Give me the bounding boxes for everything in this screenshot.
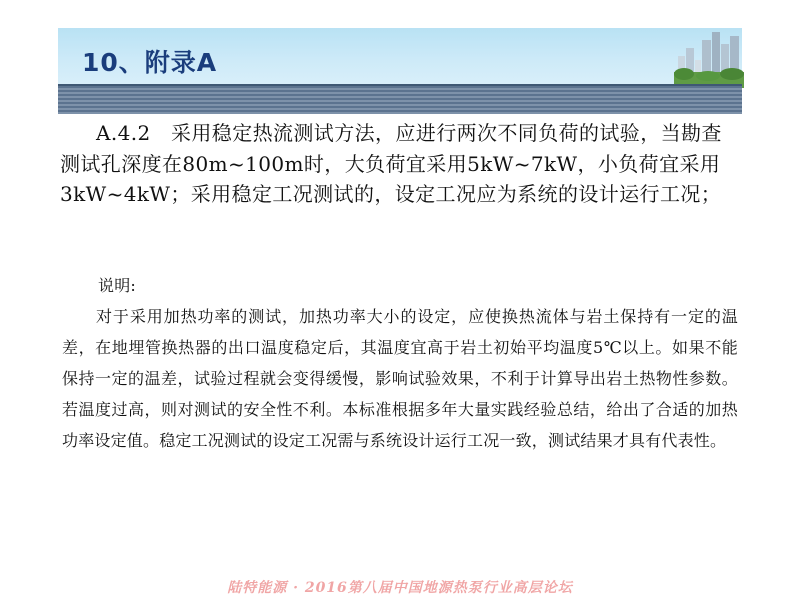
explanation-block xyxy=(62,270,738,456)
footer-text: 陆特能源 · 2016第八届中国地源热泵行业高层论坛 xyxy=(227,580,573,596)
slide-title: 10、附录A xyxy=(82,48,218,77)
note-label: 说明: xyxy=(98,276,136,295)
header-stripe-bar xyxy=(58,86,742,114)
explanation-paragraph: 对于采用加热功率的测试，加热功率大小的设定，应使换热流体与岩土保持有一定的温差，在地埋管换热器的出口温度稳定后，其温度宜高于岩土初始平均温度5℃以上。如果不能保持一定的温差，试验过程就会变得缓慢，影响试验效果，不利于计算导出岩土热物性参数。若温度过高，则对测试的安全性不利。本标准根据多年大量实践经验总结，给出了合适的加热功率设定值。稳定工况测试的设定工况需与系统设计运行工况一致，测试结果才具有代表性。 xyxy=(62,307,738,450)
main-paragraph-text: A.4.2 采用稳定热流测试方法，应进行两次不同负荷的试验，当勘查测试孔深度在80m~100m时，大负荷宜采用5kW~7kW，小负荷宜采用3kW~4kW；采用稳定工况测试的，设定工况应为系统的设计运行工况； xyxy=(60,121,722,206)
city-skyline-image xyxy=(674,26,744,88)
main-paragraph xyxy=(60,118,740,210)
